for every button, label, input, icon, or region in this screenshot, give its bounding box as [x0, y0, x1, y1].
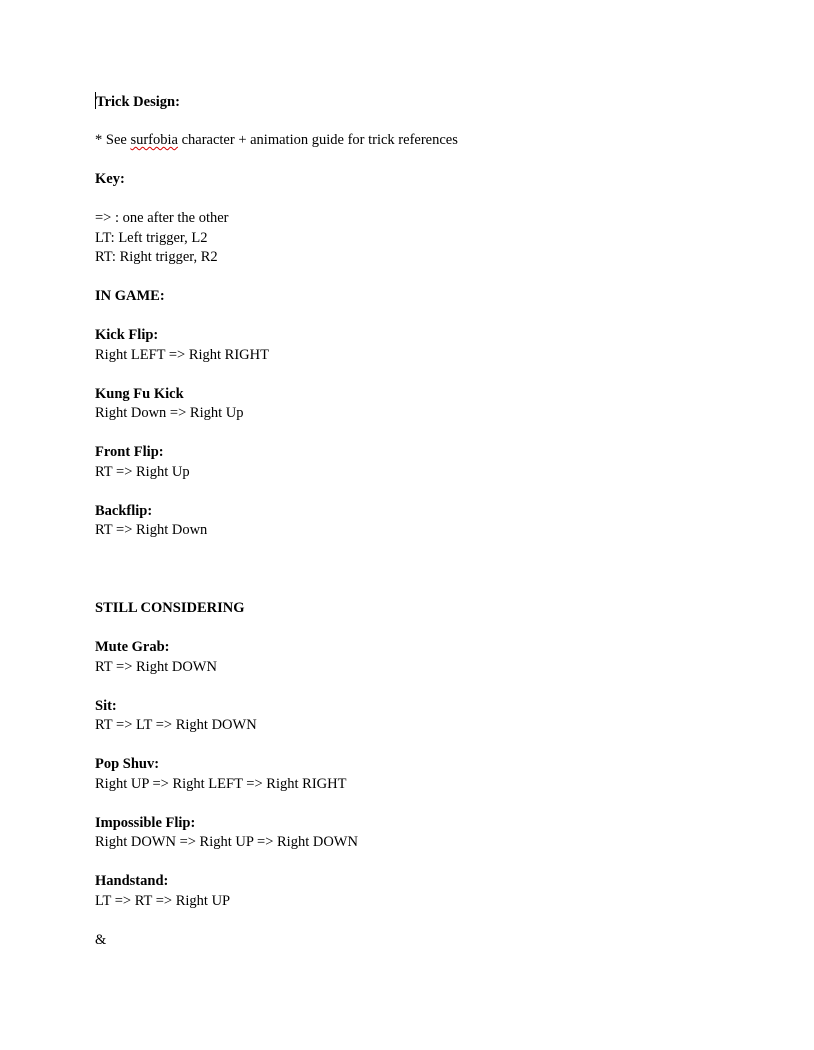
trick-combo: RT => LT => Right DOWN [95, 717, 257, 733]
trick-name: Kick Flip: [95, 327, 159, 343]
trick-name: Pop Shuv: [95, 756, 160, 772]
trick-name: Mute Grab: [95, 639, 170, 655]
trick-combo: Right DOWN => Right UP => Right DOWN [95, 834, 358, 850]
trick-name: Backflip: [95, 502, 153, 519]
doc-title-line [95, 92, 775, 112]
trick-name: Kung Fu Kick [95, 385, 184, 402]
reference-note: * See surfobia character + animation guide for trick references [95, 132, 458, 148]
trick-combo: RT => Right Up [95, 463, 190, 480]
misspelled-word[interactable]: surfobia [130, 132, 178, 148]
trick-combo: Right Down => Right Up [95, 405, 244, 421]
still-considering-heading: STILL CONSIDERING [95, 600, 245, 616]
trick-combo: RT => Right DOWN [95, 658, 217, 675]
trick-combo: RT => Right Down [95, 522, 208, 538]
key-heading: Key: [95, 171, 125, 187]
trick-combo: LT => RT => Right UP [95, 892, 231, 909]
document-page[interactable] [95, 92, 775, 950]
trick-name: Impossible Flip: [95, 814, 196, 831]
trick-combo: Right UP => Right LEFT => Right RIGHT [95, 775, 347, 792]
trick-name: Sit: [95, 697, 117, 714]
footer-symbol: & [95, 931, 107, 948]
key-item: RT: Right trigger, R2 [95, 249, 218, 265]
key-item: LT: Left trigger, L2 [95, 229, 208, 246]
trick-name: Front Flip: [95, 444, 164, 460]
doc-title: Trick Design: [96, 94, 180, 110]
trick-name: Handstand: [95, 873, 169, 889]
trick-combo: Right LEFT => Right RIGHT [95, 346, 269, 363]
in-game-heading: IN GAME: [95, 288, 165, 304]
key-item: => : one after the other [95, 210, 229, 226]
